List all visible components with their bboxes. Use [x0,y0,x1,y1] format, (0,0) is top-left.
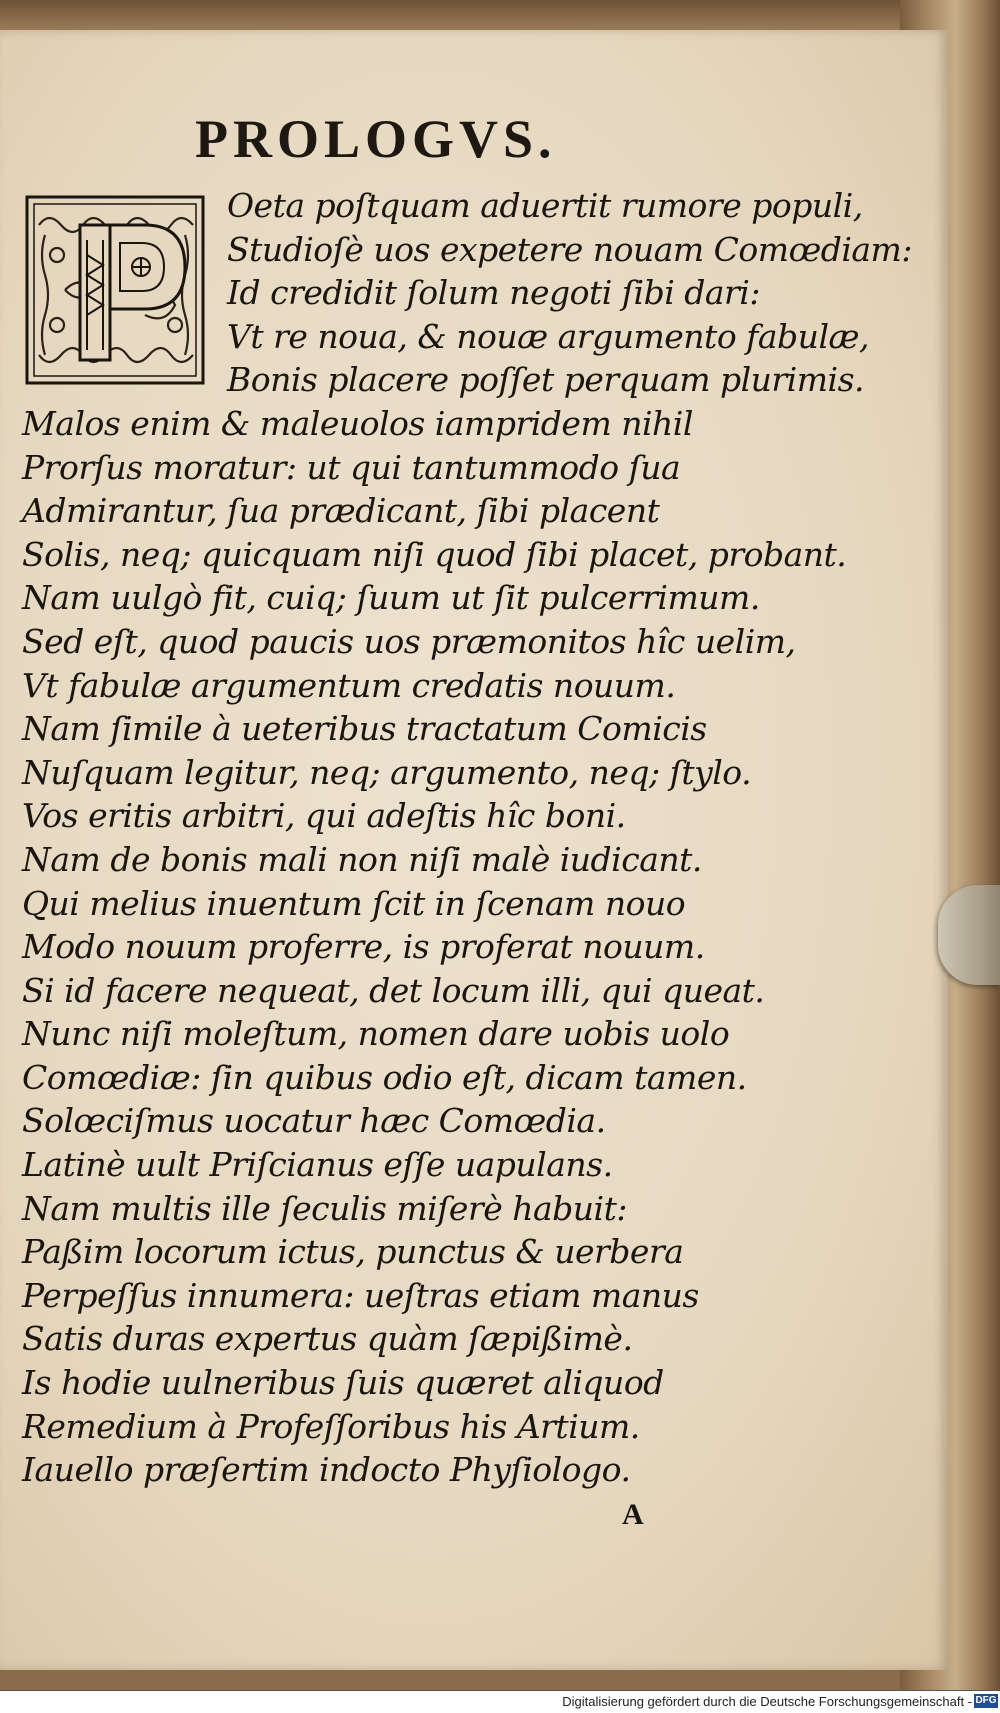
text-line: Modo nouum proferre, is proferat nouum. [22,927,705,967]
text-line: Nam uulgò fit, cuiq; ſuum ut ſit pulcerrimum. [22,578,760,618]
text-line: Sed eſt, quod paucis uos præmonitos hîc uelim, [22,621,796,661]
book-top-edge [0,0,1000,30]
text-line: Studioſè uos expetere nouam Comœdiam: [227,229,912,269]
text-line: Si id facere nequeat, det locum illi, qui queat. [22,970,765,1010]
text-line: Id credidit ſolum negoti ſibi dari: [227,273,760,313]
text-line: Nunc niſi moleſtum, nomen dare uobis uolo [22,1014,730,1054]
text-line: Satis duras expertus quàm ſæpißimè. [22,1319,633,1359]
text-line: Is hodie uulneribus ſuis quæret aliquod [22,1363,664,1403]
text-line: Nam de bonis mali non niſi malè iudicant. [22,839,702,879]
prologue-text [22,184,912,1492]
page-heading: PROLOGVS. [195,109,557,169]
text-line: Comœdiæ: ſin quibus odio eſt, dicam tamen. [22,1057,747,1097]
text-line: Nam ſimile à ueteribus tractatum Comicis [22,709,707,749]
text-line: Admirantur, ſua prædicant, ſibi placent [22,491,660,531]
text-line: Iauello præſertim indocto Phyſiologo. [22,1450,631,1490]
text-line: Vt fabulæ argumentum credatis nouum. [22,665,676,705]
text-line: Perpeſſus innumera: ueſtras etiam manus [22,1275,699,1315]
text-line: Malos enim & maleuolos iampridem nihil [22,403,693,443]
text-line: Oeta poſtquam aduertit rumore populi, [227,186,863,225]
text-line: Nuſquam legitur, neq; argumento, neq; ſtylo. [22,752,752,792]
book-clasp [938,885,1000,985]
digitization-footer [0,1690,1000,1713]
signature-mark: A [622,1498,644,1531]
text-line: Latinè uult Priſcianus eſſe uapulans. [22,1145,613,1185]
footer-credit: Digitalisierung gefördert durch die Deutsche Forschungsgemeinschaft - [562,1694,972,1709]
text-line: Vos eritis arbitri, qui adeſtis hîc boni. [22,796,626,836]
text-line: Solœciſmus uocatur hæc Comœdia. [22,1101,606,1141]
text-line: Solis, neq; quicquam niſi quod ſibi placet, probant. [22,534,847,574]
text-line: Remedium à Profeſſoribus his Artium. [22,1406,640,1446]
text-line: Nam multis ille ſeculis miſerè habuit: [22,1188,627,1228]
text-line: Vt re noua, & nouæ argumento fabulæ, [227,316,869,356]
text-line: Qui melius inuentum ſcit in ſcenam nouo [22,883,686,923]
text-line: Paßim locorum ictus, punctus & uerbera [22,1232,684,1272]
text-line: Bonis placere poſſet perquam plurimis. [227,360,865,400]
dfg-logo-icon: DFG [975,1695,997,1706]
text-line: Prorſus moratur: ut qui tantummodo ſua [22,447,681,487]
